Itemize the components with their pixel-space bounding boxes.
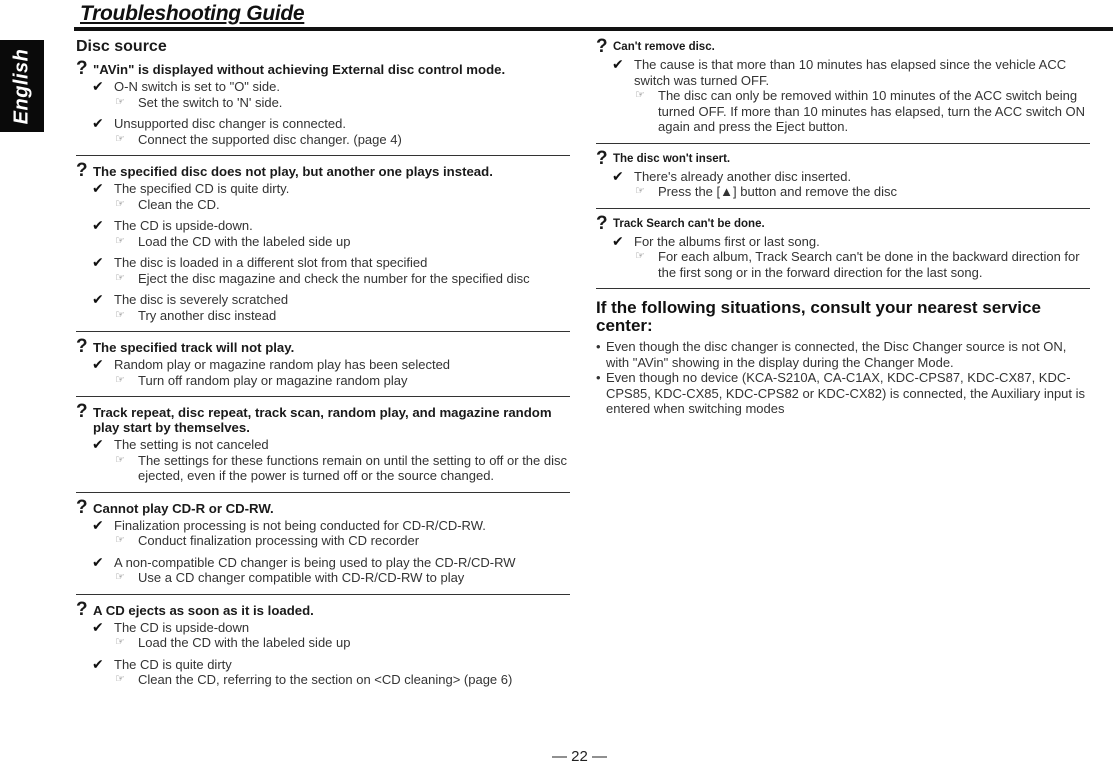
remedy-text: The disc can only be removed within 10 minutes of the ACC switch being turned OFF. If more than 10 minutes has elapsed, turn the ACC switch ON again and press the Eject button. xyxy=(658,88,1086,134)
check-icon: ✔ xyxy=(92,655,104,672)
pointer-icon: ☞ xyxy=(115,636,125,648)
problem-cd-ejects xyxy=(76,598,570,696)
problem-question xyxy=(76,160,570,181)
cause-text: Random play or magazine random play has been selected xyxy=(114,357,451,372)
pointer-icon: ☞ xyxy=(115,453,125,466)
pointer-icon: ☞ xyxy=(635,89,645,101)
cause xyxy=(92,255,570,271)
remedy-text: Load the CD with the labeled side up xyxy=(138,635,351,650)
cause-text: The specified CD is quite dirty. xyxy=(114,181,290,196)
problem-question xyxy=(596,212,1090,234)
cause-text: The cause is that more than 10 minutes has elapsed since the vehicle ACC switch was turned OFF. xyxy=(634,57,1067,88)
pointer-icon: ☞ xyxy=(635,250,645,262)
question-icon: ? xyxy=(76,598,88,620)
check-icon: ✔ xyxy=(612,167,624,184)
consult-bullet xyxy=(596,339,1090,370)
question-text: Track Search can't be done. xyxy=(613,217,765,230)
remedy xyxy=(635,184,1090,200)
cause-text: For the albums first or last song. xyxy=(634,233,820,249)
remedy-text: The settings for these functions remain on until the setting to off or the disc ejected, even if the power is turned off or the source changed. xyxy=(138,452,567,483)
bullet-icon: • xyxy=(596,339,601,354)
right-column xyxy=(596,36,1090,417)
remedy-text: Connect the supported disc changer. (page 4) xyxy=(138,131,402,147)
pointer-icon: ☞ xyxy=(115,234,125,247)
remedy xyxy=(115,308,570,324)
pointer-icon: ☞ xyxy=(115,95,125,108)
pointer-icon: ☞ xyxy=(115,308,125,321)
pointer-icon: ☞ xyxy=(115,373,125,386)
cause xyxy=(92,555,570,571)
pointer-icon: ☞ xyxy=(115,534,125,546)
question-text: Can't remove disc. xyxy=(613,41,715,53)
question-text: The disc won't insert. xyxy=(613,152,731,165)
cause-text: Unsupported disc changer is connected. xyxy=(114,116,346,131)
page-title: Troubleshooting Guide xyxy=(80,2,305,25)
pointer-icon: ☞ xyxy=(115,132,125,145)
problem-question xyxy=(76,496,570,518)
question-text: A CD ejects as soon as it is loaded. xyxy=(93,602,314,618)
remedy-text: Load the CD with the labeled side up xyxy=(138,233,351,249)
remedy xyxy=(115,373,570,389)
section-title: Disc source xyxy=(76,38,167,55)
problem-disc-wont-insert xyxy=(596,147,1090,209)
question-icon: ? xyxy=(76,496,88,518)
pointer-icon: ☞ xyxy=(115,571,125,583)
check-icon: ✔ xyxy=(92,553,104,570)
cause-text: A non-compatible CD changer is being used to play the CD-R/CD-RW xyxy=(114,554,516,570)
problem-question xyxy=(76,58,570,79)
remedy-text: Clean the CD, referring to the section on <CD cleaning> (page 6) xyxy=(138,672,513,687)
remedy-text: Try another disc instead xyxy=(138,307,277,323)
problem-specified-track xyxy=(76,336,570,397)
cause-text: The disc is loaded in a different slot from that specified xyxy=(114,255,428,270)
problem-cdr-cdrw xyxy=(76,496,570,595)
question-icon: ? xyxy=(596,212,608,234)
cause xyxy=(92,181,570,197)
cause xyxy=(612,169,1090,185)
question-text: Track repeat, disc repeat, track scan, random play, and magazine random play start by themselves. xyxy=(93,405,552,435)
check-icon: ✔ xyxy=(92,78,104,94)
remedy-text: Press the [▲] button and remove the disc xyxy=(658,184,898,199)
problem-specified-disc xyxy=(76,160,570,332)
cause xyxy=(92,116,570,132)
bullet-text: Even though no device (KCA-S210A, CA-C1AX, KDC-CPS87, KDC-CX87, KDC-CPS85, KDC-CX85, KDC-CPS82 or KDC-CX82) is connected, the Auxiliary input is entered when switching modes xyxy=(606,370,1086,416)
check-icon: ✔ xyxy=(612,232,624,249)
remedy-text: Eject the disc magazine and check the number for the specified disc xyxy=(138,270,530,286)
cause xyxy=(92,620,570,636)
question-text: "AVin" is displayed without achieving External disc control mode. xyxy=(93,62,506,77)
left-column xyxy=(76,36,570,704)
remedy xyxy=(635,88,1090,135)
cause xyxy=(92,218,570,234)
cause xyxy=(92,437,570,453)
cause xyxy=(92,79,570,95)
remedy-text: Set the switch to 'N' side. xyxy=(138,94,283,110)
cause-text: The disc is severely scratched xyxy=(114,292,289,307)
cause-text: The CD is upside-down xyxy=(114,619,250,635)
remedy xyxy=(115,533,570,549)
remedy-text: Turn off random play or magazine random play xyxy=(138,372,408,388)
cause xyxy=(92,518,570,534)
consult-bullet xyxy=(596,370,1090,417)
check-icon: ✔ xyxy=(92,436,104,452)
question-icon: ? xyxy=(596,36,608,57)
question-text: The specified disc does not play, but another one plays instead. xyxy=(93,164,493,179)
cause-text: The setting is not canceled xyxy=(114,437,269,452)
language-tab xyxy=(0,40,44,132)
problem-track-search xyxy=(596,212,1090,290)
problem-cant-remove-disc xyxy=(596,36,1090,144)
cause xyxy=(612,57,1090,88)
problem-question xyxy=(596,36,1090,57)
problem-question xyxy=(76,598,570,620)
consult-heading: If the following situations, consult your nearest service center: xyxy=(596,298,1041,335)
cause-text: There's already another disc inserted. xyxy=(634,168,852,184)
check-icon: ✔ xyxy=(92,618,104,635)
cause-text: Finalization processing is not being conducted for CD-R/CD-RW. xyxy=(114,517,486,533)
question-icon: ? xyxy=(76,160,88,181)
page-number: — 22 — xyxy=(552,748,608,765)
check-icon: ✔ xyxy=(92,254,104,270)
cause-text: O-N switch is set to "O" side. xyxy=(114,79,280,94)
remedy xyxy=(115,672,570,688)
remedy-text: Conduct finalization processing with CD recorder xyxy=(138,533,420,548)
problem-question xyxy=(596,147,1090,169)
bullet-text: Even though the disc changer is connected, the Disc Changer source is not ON, with "AVin" showing in the display during the Changer Mode. xyxy=(606,339,1067,370)
cause xyxy=(612,234,1090,250)
cause-text: The CD is upside-down. xyxy=(114,218,253,233)
remedy xyxy=(115,271,570,287)
problem-question xyxy=(76,336,570,357)
check-icon: ✔ xyxy=(92,217,104,233)
problem-avin xyxy=(76,58,570,156)
remedy-text: Use a CD changer compatible with CD-R/CD-RW to play xyxy=(138,570,465,585)
remedy xyxy=(115,234,570,250)
remedy xyxy=(115,132,570,148)
check-icon: ✔ xyxy=(92,356,104,372)
pointer-icon: ☞ xyxy=(115,673,125,685)
remedy xyxy=(115,635,570,651)
question-icon: ? xyxy=(76,401,88,422)
remedy xyxy=(635,249,1090,280)
pointer-icon: ☞ xyxy=(115,197,125,210)
question-icon: ? xyxy=(596,147,608,169)
cause-text: The CD is quite dirty xyxy=(114,656,232,672)
question-icon: ? xyxy=(76,336,88,357)
check-icon: ✔ xyxy=(92,516,104,533)
title-rule xyxy=(74,27,1113,31)
remedy xyxy=(115,197,570,213)
remedy xyxy=(115,95,570,111)
cause xyxy=(92,292,570,308)
remedy-text: For each album, Track Search can't be done in the backward direction for the first song or in the forward direction for the last song. xyxy=(658,249,1080,280)
check-icon: ✔ xyxy=(92,115,104,131)
check-icon: ✔ xyxy=(92,291,104,307)
cause xyxy=(92,657,570,673)
question-text: Cannot play CD-R or CD-RW. xyxy=(93,500,274,516)
pointer-icon: ☞ xyxy=(635,185,645,197)
remedy-text: Clean the CD. xyxy=(138,196,220,212)
problem-repeat-start xyxy=(76,401,570,493)
bullet-icon: • xyxy=(596,370,601,385)
cause xyxy=(92,357,570,373)
problem-question xyxy=(76,401,570,435)
remedy xyxy=(115,453,570,484)
check-icon: ✔ xyxy=(92,180,104,196)
question-icon: ? xyxy=(76,58,88,79)
pointer-icon: ☞ xyxy=(115,271,125,284)
check-icon: ✔ xyxy=(612,56,624,72)
remedy xyxy=(115,570,570,586)
question-text: The specified track will not play. xyxy=(93,340,295,355)
language-label: English xyxy=(10,48,33,124)
